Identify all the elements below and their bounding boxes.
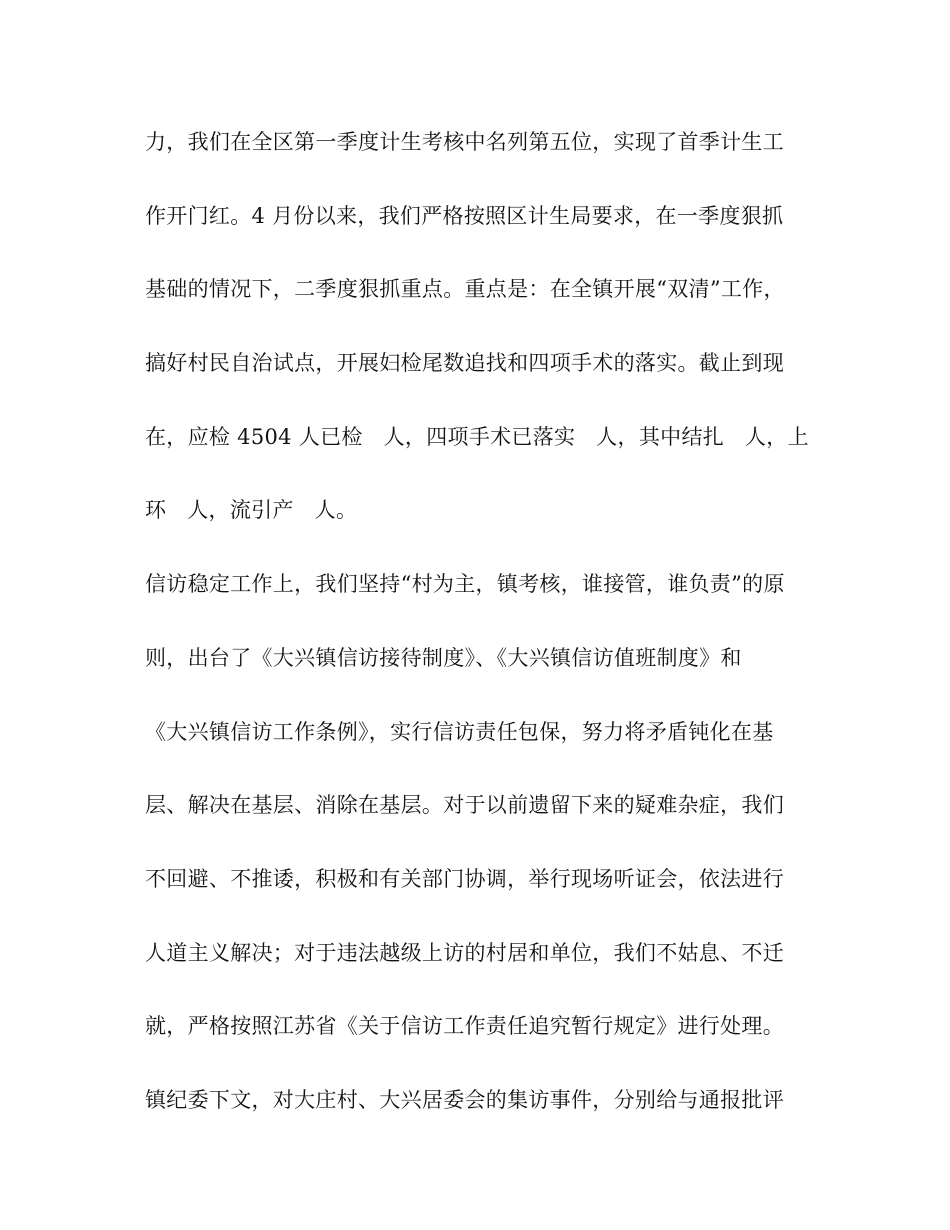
text-line: 力，我们在全区第一季度计生考核中名列第五位，实现了首季计生工	[145, 130, 784, 154]
text-line: 搞好村民自治试点，开展妇检尾数追找和四项手术的落实。截止到现	[145, 351, 784, 376]
text-line: 层、解决在基层、消除在基层。对于以前遗留下来的疑难杂症，我们	[145, 793, 784, 818]
text-line: 《大兴镇信访工作条例》，实行信访责任包保，努力将矛盾钝化在基	[145, 719, 774, 744]
text-line: 信访稳定工作上，我们坚持“村为主，镇考核，谁接管，谁负责”的原	[145, 572, 785, 597]
document-body	[145, 124, 809, 1156]
text-line: 作开门红。4 月份以来，我们严格按照区计生局要求，在一季度狠抓	[145, 203, 784, 228]
text-line: 在，应检 4504 人已检 人，四项手术已落实 人，其中结扎 人，上	[145, 424, 809, 449]
text-line: 基础的情况下，二季度狠抓重点。重点是：在全镇开展“双清”工作，	[145, 277, 785, 302]
text-line: 环 人，流引产 人。	[145, 498, 358, 523]
text-line: 不回避、不推诿，积极和有关部门协调，举行现场听证会，依法进行	[145, 866, 784, 891]
text-line: 人道主义解决；对于违法越级上访的村居和单位，我们不姑息、不迁	[145, 940, 784, 965]
text-line: 则，出台了《大兴镇信访接待制度》、《大兴镇信访值班制度》和	[145, 645, 742, 670]
text-line: 就，严格按照江苏省《关于信访工作责任追究暂行规定》进行处理。	[145, 1014, 784, 1039]
text-line: 镇纪委下文，对大庄村、大兴居委会的集访事件，分别给与通报批评	[145, 1087, 784, 1112]
